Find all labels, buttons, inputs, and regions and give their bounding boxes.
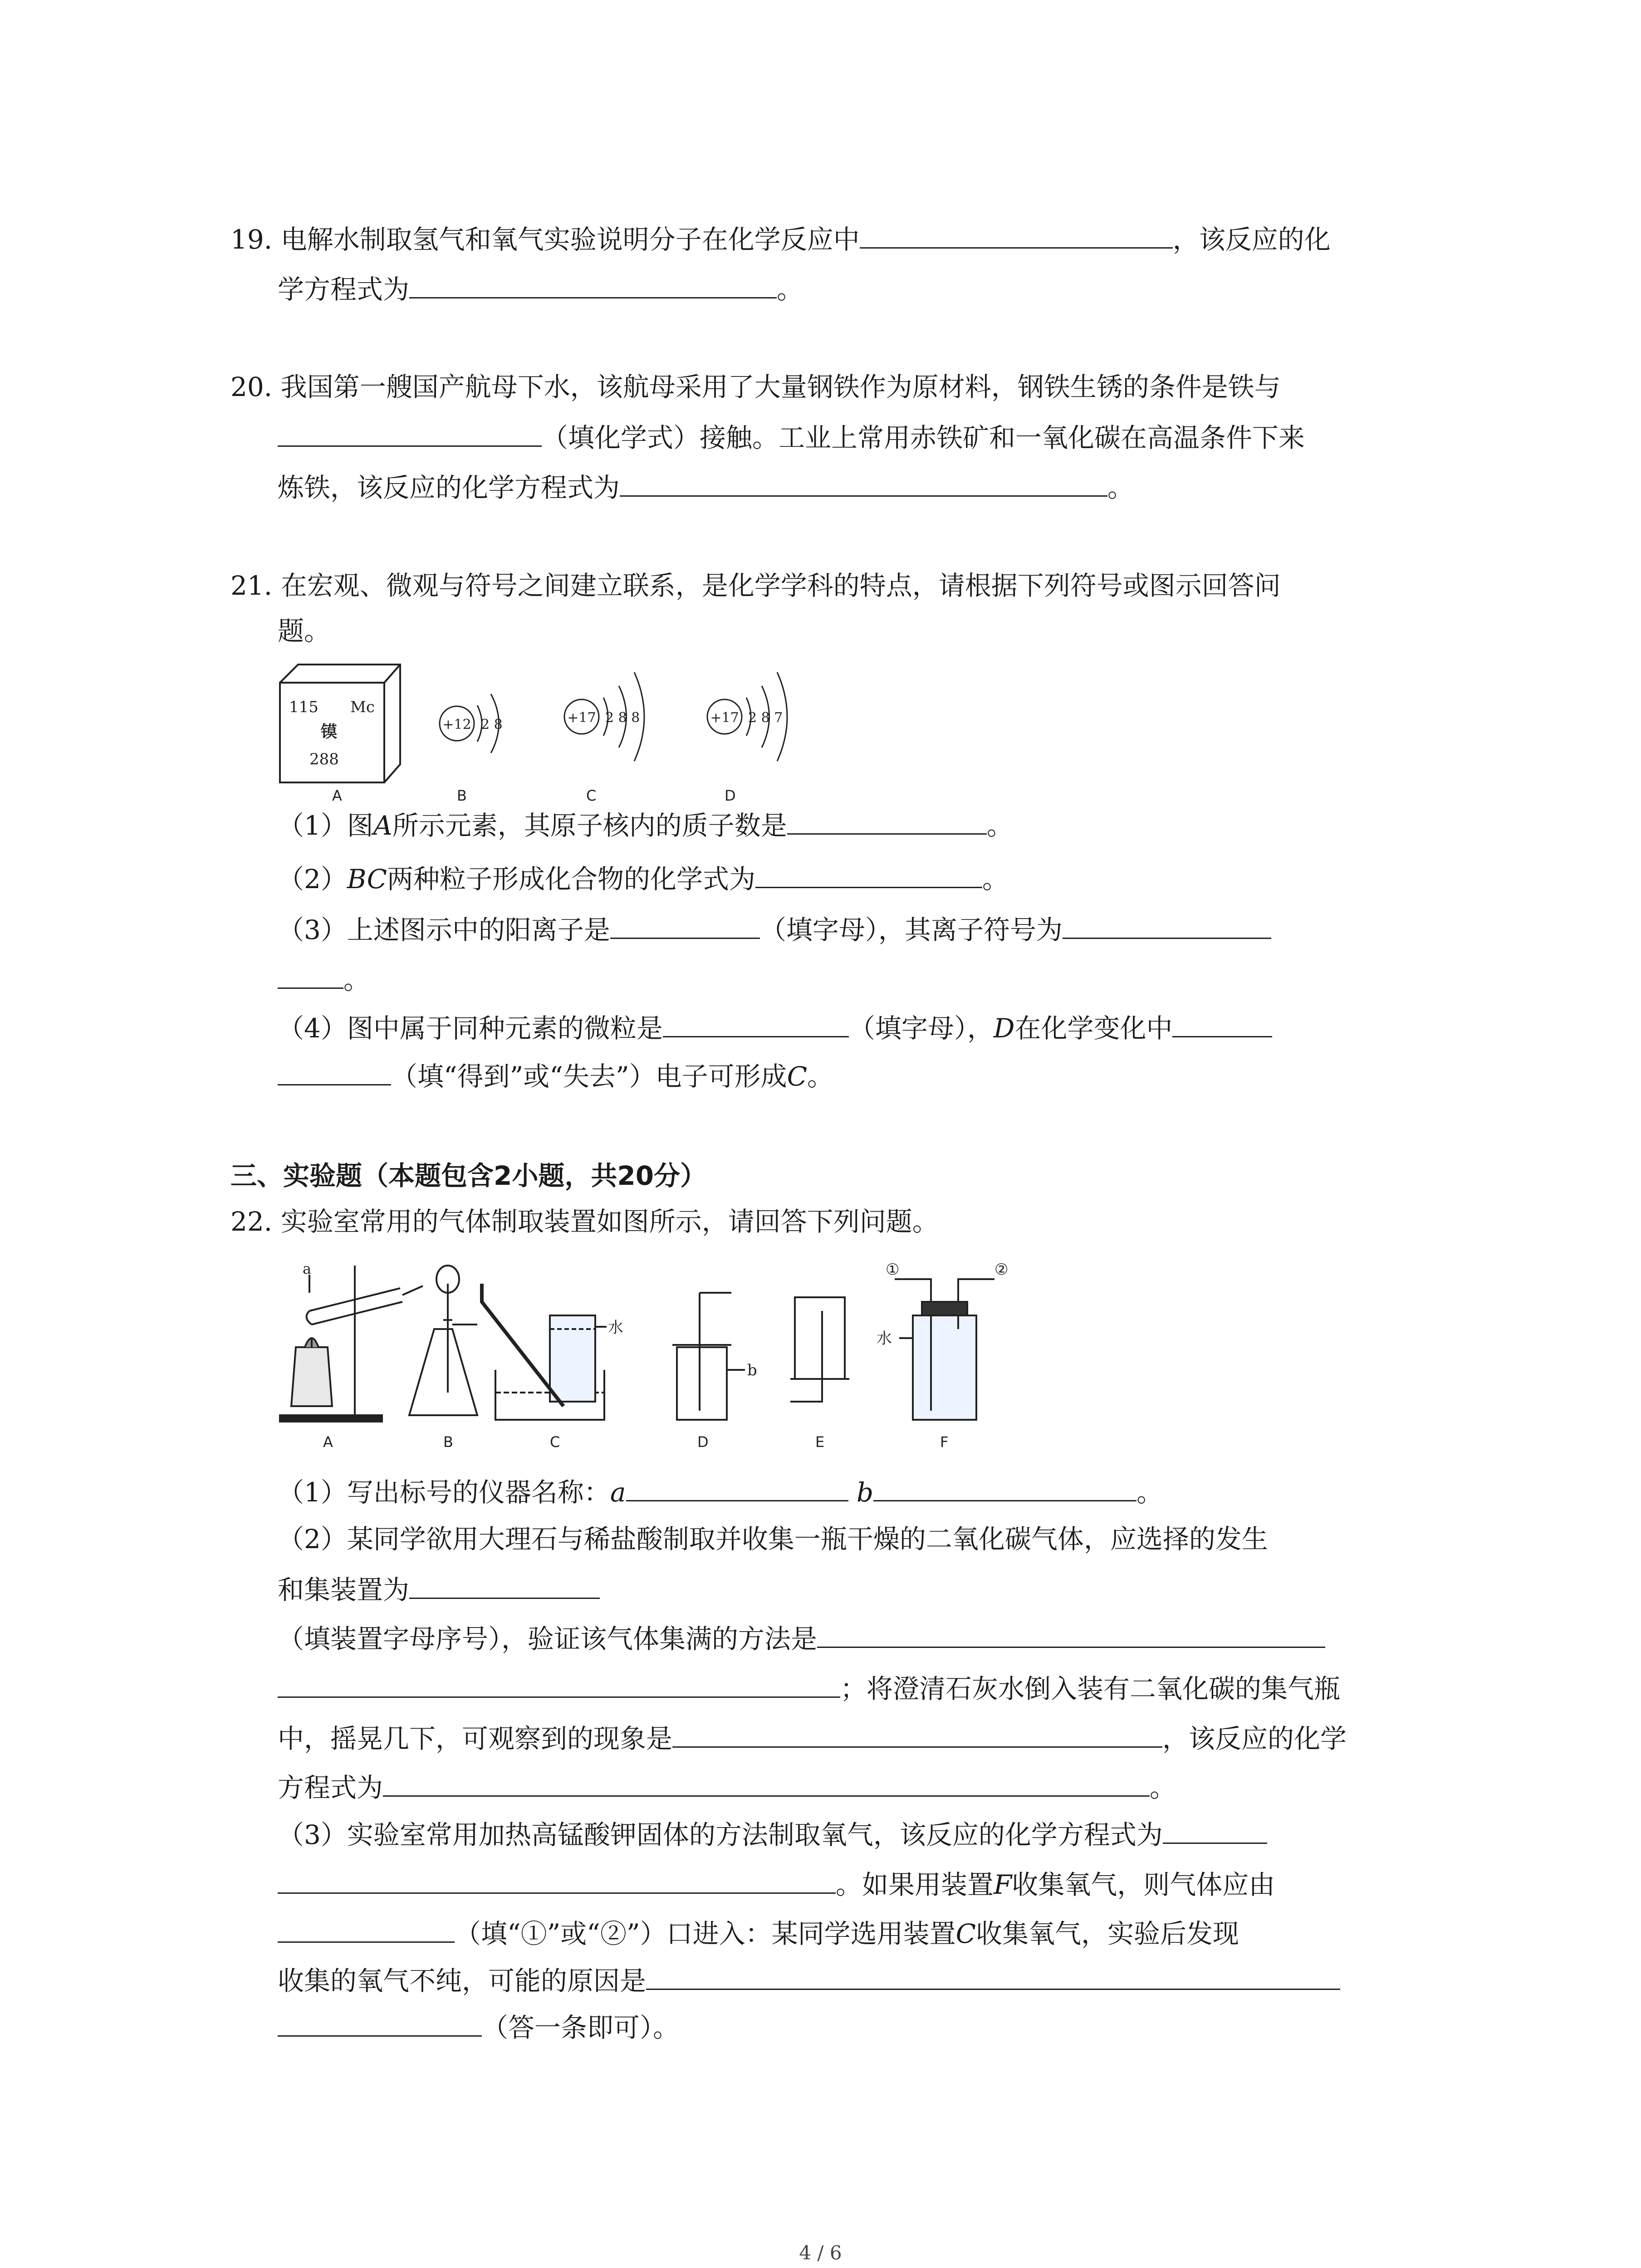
fig22-label-b: B	[443, 1433, 453, 1451]
ion-c	[564, 672, 644, 761]
q22-line1	[230, 1202, 939, 1241]
q21-p3-blank-3[interactable]	[278, 959, 343, 989]
q21-figure	[278, 662, 867, 809]
q21-p1-text-1: （1）图	[278, 810, 373, 841]
q19-text-1: 电解水制取氢气和氧气实验说明分子在化学反应中	[280, 224, 860, 255]
q22-p3-text-2: 。如果用装置	[836, 1869, 994, 1900]
apparatus-c	[482, 1284, 623, 1420]
fig21-label-b: B	[457, 787, 467, 804]
q22-p2-text-8: 。	[1150, 1772, 1176, 1803]
q22-p2-text-6: ，该反应的化学	[1162, 1723, 1347, 1754]
atom-d	[707, 672, 787, 761]
element-atomic-number: 115	[289, 698, 318, 716]
q21-part1	[278, 805, 1013, 845]
q19-text-4: 。	[777, 274, 803, 305]
q22-part3-l2	[278, 1864, 1275, 1904]
q22-p3-italic-2: C	[955, 1918, 976, 1949]
q22-p3-italic-1: F	[994, 1869, 1012, 1900]
q22-p3-blank-3[interactable]	[278, 1913, 455, 1943]
water-label-c: 水	[608, 1319, 623, 1337]
q21-part2	[278, 859, 1009, 899]
q22-part3-l1	[278, 1814, 1267, 1854]
fig22-label-d: D	[697, 1433, 709, 1451]
q20-blank-2[interactable]	[620, 467, 1107, 497]
q22-p2-text-4: ；将澄清石灰水倒入装有二氧化碳的集气瓶	[840, 1673, 1341, 1704]
q22-p3-blank-1[interactable]	[1163, 1814, 1267, 1844]
apparatus-a	[280, 1260, 423, 1422]
q20-number: 20.	[230, 371, 273, 402]
q22-p2-blank-1[interactable]	[409, 1569, 600, 1599]
q21-p4-text-2: （填字母），	[848, 1013, 994, 1044]
q22-p2-blank-2[interactable]	[817, 1618, 1325, 1648]
q22-p3-blank-5[interactable]	[278, 2007, 482, 2037]
q20-text-4: 。	[1107, 472, 1134, 503]
q21-p4-text-1: （4）图中属于同种元素的微粒是	[278, 1013, 663, 1044]
element-symbol: Mc	[350, 698, 375, 716]
q21-p2-text-2: 两种粒子形成化合物的化学式为	[387, 864, 755, 894]
fig22-label-a: A	[323, 1433, 333, 1451]
q21-part3-cont	[278, 959, 370, 999]
water-label-f: 水	[877, 1330, 892, 1348]
atom-b-shells: 2 8	[481, 717, 503, 733]
q21-text-2: 题。	[278, 616, 331, 646]
q21-number: 21.	[230, 570, 273, 601]
q22-part2-l6	[278, 1767, 1176, 1807]
page-number: 4 / 6	[799, 2242, 842, 2264]
q22-p3-text-6: 收集的氧气不纯，可能的原因是	[278, 1965, 647, 1996]
q20-line2	[278, 417, 1305, 457]
q21-line1	[230, 566, 1281, 605]
q19-line2	[278, 269, 803, 309]
element-name: 镆	[321, 722, 338, 741]
q22-p3-text-3: 收集氧气，则气体应由	[1012, 1869, 1275, 1900]
atom-b	[440, 694, 503, 753]
q22-part3-l4	[278, 1960, 1340, 2000]
q22-p2-text-3: （填装置字母序号），验证该气体集满的方法是	[278, 1623, 818, 1654]
q22-part3-l3	[278, 1913, 1239, 1953]
q19-blank-2[interactable]	[409, 269, 777, 298]
q22-part2-l3	[278, 1618, 1325, 1658]
q19-text-2: ，该反应的化	[1172, 224, 1331, 255]
fig21-label-c: C	[586, 787, 597, 804]
q22-p1-blank-b[interactable]	[873, 1472, 1136, 1501]
q22-p3-text-5: 收集氧气，实验后发现	[976, 1918, 1239, 1949]
q22-p1-italic-b: b	[856, 1477, 874, 1508]
q21-line2	[278, 611, 330, 650]
ion-c-nucleus: +17	[567, 710, 596, 726]
fig22-label-f: F	[940, 1433, 949, 1451]
q22-p3-text-1: （3）实验室常用加热高锰酸钾固体的方法制取氧气，该反应的化学方程式为	[278, 1819, 1163, 1850]
q22-part3-l5	[278, 2007, 679, 2047]
q22-figure	[278, 1256, 1049, 1462]
apparatus-e	[790, 1297, 849, 1402]
q21-p2-text-3: 。	[982, 864, 1009, 894]
atom-structure-diagram	[278, 662, 867, 807]
q22-p1-text-2: 。	[1136, 1477, 1163, 1508]
q21-p3-text-3: 。	[343, 964, 370, 995]
q19-blank-1[interactable]	[860, 219, 1173, 249]
q21-text-1: 在宏观、微观与符号之间建立联系，是化学学科的特点，请根据下列符号或图示回答问	[280, 570, 1281, 601]
q21-p4-italic-2: C	[787, 1061, 807, 1092]
q21-p1-text-3: 。	[986, 810, 1013, 841]
fig22-label-e: E	[815, 1433, 825, 1451]
q21-p2-italic: BC	[347, 864, 387, 894]
label-b: b	[747, 1361, 757, 1379]
q22-p3-text-4: （填“①”或“②”）口进入：某同学选用装置	[455, 1918, 956, 1949]
q21-p3-blank-2[interactable]	[1063, 909, 1271, 939]
q21-p1-italic: A	[373, 810, 392, 841]
q21-part4	[278, 1008, 1272, 1048]
q21-p1-text-2: 所示元素，其原子核内的质子数是	[392, 810, 787, 841]
q22-p2-text-2: 和集装置为	[278, 1574, 410, 1605]
q21-part3	[278, 909, 1271, 949]
port-1-label: ①	[886, 1261, 900, 1279]
q21-p1-blank[interactable]	[787, 805, 987, 835]
port-2-label: ②	[994, 1261, 1009, 1279]
q21-p4-italic-1: D	[993, 1013, 1015, 1044]
atom-d-nucleus: +17	[710, 710, 739, 726]
q22-p1-blank-a[interactable]	[626, 1472, 848, 1501]
apparatus-d	[672, 1293, 757, 1420]
q20-text-3: 炼铁，该反应的化学方程式为	[278, 472, 620, 503]
q21-p3-text-2: （填字母），其离子符号为	[759, 914, 1063, 945]
q19-text-3: 学方程式为	[278, 274, 410, 305]
q20-text-2: （填化学式）接触。工业上常用赤铁矿和一氧化碳在高温条件下来	[542, 422, 1305, 453]
section-3-heading: 三、实验题（本题包含2小题，共20分）	[230, 1160, 707, 1191]
gas-apparatus-diagram	[278, 1256, 1049, 1461]
q22-p3-blank-2[interactable]	[278, 1864, 836, 1894]
q21-p3-blank-1[interactable]	[610, 909, 760, 939]
q21-p2-text-1: （2）	[278, 864, 347, 894]
q22-p1-text-1: （1）写出标号的仪器名称：	[278, 1477, 610, 1508]
q21-p4-text-5: 。	[807, 1061, 834, 1092]
q22-number: 22.	[230, 1206, 273, 1237]
q21-part4-cont	[278, 1056, 833, 1096]
q21-p4-text-3: 在化学变化中	[1014, 1013, 1173, 1044]
q21-p4-blank-3[interactable]	[278, 1056, 391, 1085]
q19-number: 19.	[230, 224, 273, 255]
fig21-label-d: D	[725, 787, 736, 804]
ion-c-shells: 2 8 8	[605, 710, 640, 726]
element-card	[280, 665, 400, 782]
q22-p3-blank-4[interactable]	[646, 1960, 1340, 1990]
atom-b-nucleus: +12	[442, 717, 471, 733]
q21-p4-blank-2[interactable]	[1172, 1008, 1272, 1037]
q19-line1	[230, 219, 1331, 259]
q22-part2-l1	[278, 1520, 1268, 1559]
q22-p2-text-7: 方程式为	[278, 1772, 383, 1803]
label-a: a	[303, 1260, 312, 1277]
apparatus-f	[877, 1261, 1008, 1420]
q22-p3-text-7: （答一条即可）。	[482, 2012, 680, 2043]
q21-p2-blank[interactable]	[755, 859, 982, 888]
q22-p2-blank-3[interactable]	[278, 1668, 840, 1698]
fig21-label-a: A	[332, 787, 342, 804]
q22-part2-l5	[278, 1718, 1347, 1758]
q22-p2-text-1: （2）某同学欲用大理石与稀盐酸制取并收集一瓶干燥的二氧化碳气体，应选择的发生	[278, 1524, 1268, 1554]
q22-p1-italic-a: a	[610, 1477, 626, 1508]
q22-text-1: 实验室常用的气体制取装置如图所示，请回答下列问题。	[280, 1206, 939, 1237]
q22-p2-blank-4[interactable]	[672, 1718, 1162, 1748]
q20-blank-1[interactable]	[278, 417, 542, 447]
q21-p4-blank-1[interactable]	[663, 1008, 849, 1037]
q22-p2-text-5: 中，摇晃几下，可观察到的现象是	[278, 1723, 673, 1754]
q20-line1	[230, 367, 1281, 406]
q21-p3-text-1: （3）上述图示中的阳离子是	[278, 914, 610, 945]
element-mass: 288	[309, 750, 339, 768]
q22-part2-l2	[278, 1569, 600, 1609]
q22-part1	[278, 1472, 1163, 1512]
fig22-label-c: C	[550, 1433, 560, 1451]
q21-p4-text-4: （填“得到”或“失去”）电子可形成	[391, 1061, 787, 1092]
atom-d-shells: 2 8 7	[748, 710, 783, 726]
q20-line3	[278, 467, 1134, 507]
q22-p2-blank-5[interactable]	[383, 1767, 1150, 1797]
q20-text-1: 我国第一艘国产航母下水，该航母采用了大量钢铁作为原材料，钢铁生锈的条件是铁与	[280, 371, 1281, 402]
q22-part2-l4	[278, 1668, 1340, 1708]
